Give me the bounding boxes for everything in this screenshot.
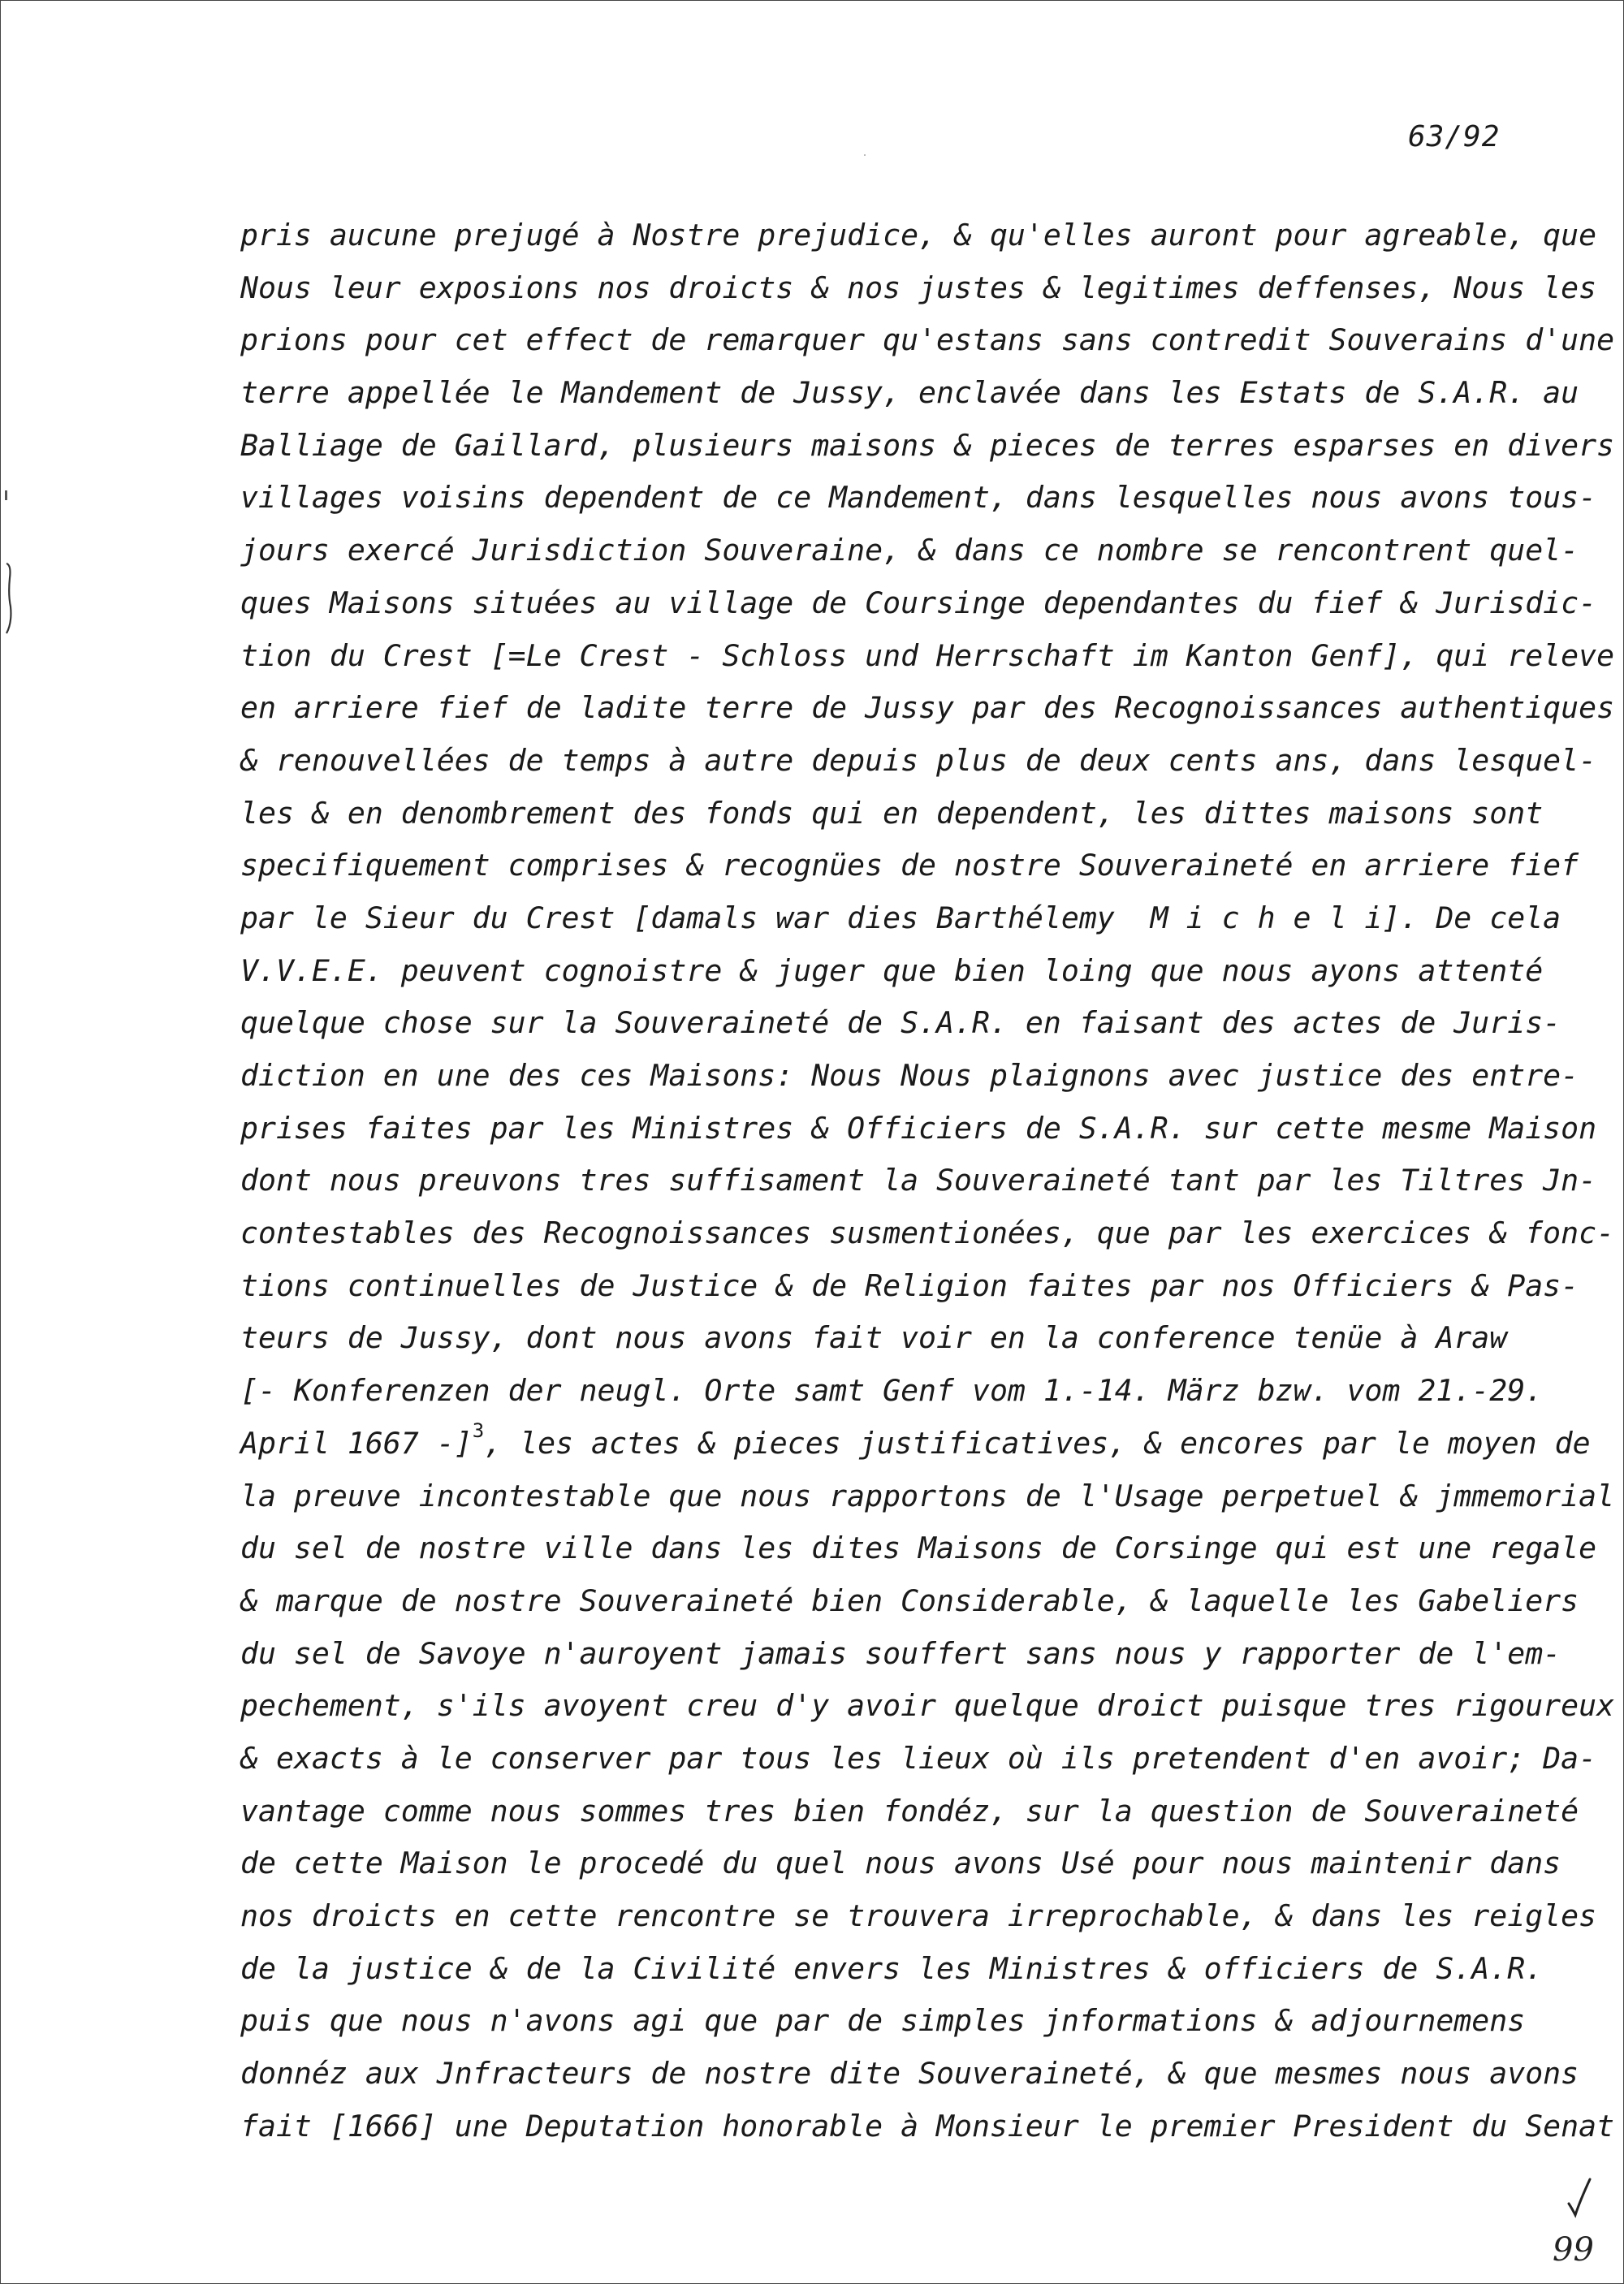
text-line: prises faites par les Ministres & Officiers de S.A.R. sur cette mesme Maison	[240, 1110, 1597, 1146]
text-line: de cette Maison le procedé du quel nous avons Usé pour nous maintenir dans	[240, 1846, 1561, 1881]
text-line: Nous leur exposions nos droicts & nos justes & legitimes deffenses, Nous les	[240, 270, 1597, 305]
text-line: du sel de Savoye n'auroyent jamais souffert sans nous y rapporter de l'em-	[240, 1635, 1561, 1671]
text-line: tion du Crest [=Le Crest - Schloss und Herrschaft im Kanton Genf], qui releve	[240, 637, 1615, 673]
margin-bracket-mark	[5, 562, 13, 635]
text-line: pechement, s'ils avoyent creu d'y avoir quelque droict puisque tres rigoureux	[240, 1688, 1615, 1724]
pencil-mark	[864, 154, 866, 156]
text-line: teurs de Jussy, dont nous avons fait voir en la conference tenüe à Araw	[240, 1320, 1508, 1356]
text-line: & renouvellées de temps à autre depuis plus de deux cents ans, dans lesquel-	[240, 742, 1597, 778]
text-line: ques Maisons situées au village de Coursinge dependantes du fief & Jurisdic-	[240, 585, 1597, 620]
text-line: contestables des Recognoissances susmentionées, que par les exercices & fonc-	[240, 1215, 1615, 1251]
text-line: nos droicts en cette rencontre se trouvera irreprochable, & dans les reigles	[240, 1898, 1597, 1933]
text-line: prions pour cet effect de remarquer qu'estans sans contredit Souverains d'une	[240, 322, 1615, 358]
text-line: en arriere fief de ladite terre de Jussy par des Recognoissances authentiques	[240, 690, 1615, 726]
text-line: les & en denombrement des fonds qui en dependent, les dittes maisons sont	[240, 795, 1544, 831]
text-line: du sel de nostre ville dans les dites Maisons de Corsinge qui est une regale	[240, 1531, 1597, 1566]
text-line: la preuve incontestable que nous rapportons de l'Usage perpetuel & jmmemorial	[240, 1478, 1615, 1513]
text-line: Balliage de Gaillard, plusieurs maisons & pieces de terres esparses en divers	[240, 427, 1615, 463]
text-line: donnéz aux Jnfracteurs de nostre dite Souveraineté, & que mesmes nous avons	[240, 2056, 1579, 2092]
text-line: specifiquement comprises & recognües de nostre Souveraineté en arriere fief	[240, 848, 1579, 883]
text-line: dont nous preuvons tres suffisament la Souveraineté tant par les Tiltres Jn-	[240, 1163, 1597, 1198]
text-line: V.V.E.E. peuvent cognoistre & juger que bien loing que nous ayons attenté	[240, 952, 1544, 988]
document-body	[240, 209, 1615, 2152]
page-number: 63/92	[1408, 120, 1501, 153]
text-line: [- Konferenzen der neugl. Orte samt Genf vom 1.-14. März bzw. vom 21.-29.	[240, 1373, 1544, 1409]
text-line: & marque de nostre Souveraineté bien Considerable, & laquelle les Gabeliers	[240, 1582, 1579, 1618]
folio-number: 99	[1553, 2231, 1594, 2269]
footnote-line-end: , les actes & pieces justificatives, & encores par le moyen de	[484, 1425, 1591, 1461]
text-line: de la justice & de la Civilité envers les Ministres & officiers de S.A.R.	[240, 1950, 1544, 1986]
text-line: terre appellée le Mandement de Jussy, enclavée dans les Estats de S.A.R. au	[240, 375, 1579, 411]
footnote-marker: 3	[472, 1418, 485, 1442]
text-line: pris aucune prejugé à Nostre prejudice, & qu'elles auront pour agreable, que	[240, 218, 1597, 253]
checkmark-icon	[1562, 2176, 1595, 2218]
footnote-line-start: April 1667 -]	[240, 1425, 473, 1461]
text-line: puis que nous n'avons agi que par de simples jnformations & adjournemens	[240, 2003, 1526, 2039]
text-line: par le Sieur du Crest [damals war dies Barthélemy M i c h e l i]. De cela	[240, 900, 1561, 935]
text-line: tions continuelles de Justice & de Religion faites par nos Officiers & Pas-	[240, 1267, 1579, 1303]
footnote-line	[240, 1418, 1591, 1470]
text-line: quelque chose sur la Souveraineté de S.A.R. en faisant des actes de Juris-	[240, 1005, 1561, 1041]
text-line: diction en une des ces Maisons: Nous Nous plaignons avec justice des entre-	[240, 1058, 1579, 1093]
text-line: vantage comme nous sommes tres bien fondéz, sur la question de Souveraineté	[240, 1793, 1579, 1828]
text-line: fait [1666] une Deputation honorable à Monsieur le premier President du Senat	[240, 2108, 1615, 2144]
text-line: jours exercé Jurisdiction Souveraine, & dans ce nombre se rencontrent quel-	[240, 533, 1579, 568]
text-line: & exacts à le conserver par tous les lieux où ils pretendent d'en avoir; Da-	[240, 1740, 1597, 1776]
text-line: villages voisins dependent de ce Mandement, dans lesquelles nous avons tous-	[240, 480, 1597, 516]
margin-tick	[5, 490, 7, 500]
